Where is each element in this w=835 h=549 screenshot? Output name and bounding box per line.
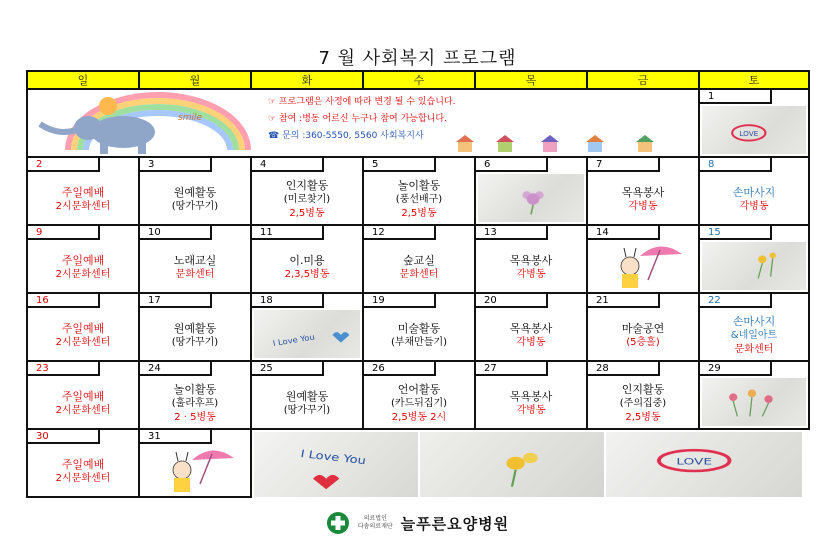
iloveyou-text: I Love You [271, 331, 316, 348]
day-cell-15 [699, 225, 809, 293]
event-title: 주일예배 [61, 254, 105, 267]
event-location: 2,5병동 [401, 208, 437, 219]
photo-strip [251, 429, 809, 497]
event-detail: 2시문화센터 [55, 201, 111, 212]
day-cell-25 [251, 361, 363, 429]
day-cell-14 [587, 225, 699, 293]
event-title: 원예활동 [285, 390, 329, 403]
event-title: 마술공연 [621, 322, 665, 335]
day-cell-21 [587, 293, 699, 361]
notice-contact: ☎ 문의 :360-5550, 5560 사회복지사 [268, 131, 424, 141]
photo-love-tshirt [606, 432, 802, 497]
event-location: 2,5병동 [289, 208, 325, 219]
event-location: 각병동 [516, 269, 546, 280]
day-number: 23 [28, 362, 100, 376]
hospital-name: 늘푸른요양병원 [400, 514, 510, 533]
day-cell-18 [251, 293, 363, 361]
event-title: 주일예배 [61, 458, 105, 471]
day-cell-1 [699, 89, 809, 157]
iloveyou-text: I Love You [299, 447, 367, 467]
day-cell-27 [475, 361, 587, 429]
photo-flower-fabric [702, 242, 806, 290]
day-cell-30 [27, 429, 139, 497]
elephant-rainbow-illustration [28, 90, 258, 156]
day-cell-10 [139, 225, 251, 293]
hospital-footer [0, 511, 835, 535]
day-number: 19 [364, 294, 436, 308]
day-cell-24 [139, 361, 251, 429]
event-title: 놀이활동 [173, 383, 217, 396]
day-number: 16 [28, 294, 100, 308]
day-number: 7 [588, 158, 660, 172]
event-location: (5층홀) [626, 337, 660, 348]
day-number: 31 [140, 430, 212, 444]
calendar-table [26, 70, 810, 498]
event-location: 문화센터 [175, 269, 215, 280]
event-location: 각병동 [516, 337, 546, 348]
event-detail: (주의집중) [619, 398, 667, 409]
page-title: 7 월 사회복지 프로그램 [318, 48, 517, 69]
event-title: 놀이활동 [397, 179, 441, 192]
weekday-sat: 토 [699, 71, 809, 89]
day-cell-5 [363, 157, 475, 225]
day-cell-8 [699, 157, 809, 225]
event-location: 각병동 [739, 201, 769, 212]
event-title: 손마사지 [732, 186, 776, 199]
day-cell-29 [699, 361, 809, 429]
hospital-logo-icon [326, 511, 350, 535]
event-detail: (땅가꾸기) [283, 405, 331, 416]
event-detail: (카드뒤집기) [390, 398, 448, 409]
day-number: 17 [140, 294, 212, 308]
event-title: 주일예배 [61, 390, 105, 403]
girl-umbrella-illustration [142, 444, 250, 496]
event-title: 이.미용 [289, 254, 325, 267]
event-detail: 2시문화센터 [55, 473, 111, 484]
day-number: 4 [252, 158, 324, 172]
notice-line-2: ☞ 참여 :병동 어르신 누구나 참여 가능합니다. [268, 114, 447, 124]
notice-banner [27, 89, 699, 157]
event-detail: (땅가꾸기) [171, 337, 219, 348]
day-number: 14 [588, 226, 660, 240]
girl-umbrella-illustration [590, 240, 698, 292]
day-number: 26 [364, 362, 436, 376]
org-line-2: 다솜의료재단 [357, 523, 393, 530]
weekday-wed: 수 [363, 71, 475, 89]
event-title: 미술활동 [397, 322, 441, 335]
event-title: 원예활동 [173, 322, 217, 335]
day-number: 20 [476, 294, 548, 308]
event-location: 문화센터 [734, 344, 774, 355]
event-detail: (훌라후프) [171, 398, 219, 409]
day-number: 8 [700, 158, 772, 172]
day-cell-4 [251, 157, 363, 225]
day-number: 25 [252, 362, 324, 376]
photo-iloveyou-tshirt [254, 432, 418, 497]
weekday-thu: 목 [475, 71, 587, 89]
day-cell-11 [251, 225, 363, 293]
day-cell-20 [475, 293, 587, 361]
event-location: 2,3,5병동 [284, 269, 330, 280]
event-title: 노래교실 [173, 254, 217, 267]
event-detail: (부채만들기) [390, 337, 448, 348]
houses-illustration [448, 134, 688, 154]
event-title: 목욕봉사 [621, 186, 665, 199]
day-number: 13 [476, 226, 548, 240]
event-title: 목욕봉사 [509, 322, 553, 335]
event-title: 원예활동 [173, 186, 217, 199]
love-text: LOVE [739, 130, 759, 138]
event-detail: (풍선배구) [395, 194, 443, 205]
event-detail: 2시문화센터 [55, 269, 111, 280]
weekday-tue: 화 [251, 71, 363, 89]
day-number: 6 [476, 158, 548, 172]
day-cell-3 [139, 157, 251, 225]
event-title: 인지활동 [621, 383, 665, 396]
event-location: 문화센터 [399, 269, 439, 280]
day-cell-26 [363, 361, 475, 429]
photo-iloveyou-fabric [254, 310, 360, 358]
weekday-mon: 월 [139, 71, 251, 89]
photo-flower-tshirt [420, 432, 604, 497]
day-cell-13 [475, 225, 587, 293]
day-cell-31 [139, 429, 251, 497]
day-cell-9 [27, 225, 139, 293]
day-cell-22 [699, 293, 809, 361]
day-number: 5 [364, 158, 436, 172]
weekday-fri: 금 [587, 71, 699, 89]
photo-love-tshirt [702, 106, 806, 154]
weekday-header-row [27, 71, 809, 89]
love-text: LOVE [676, 455, 713, 467]
event-location: 2,5병동 2시 [391, 412, 447, 423]
day-number: 1 [700, 90, 772, 104]
event-title: 목욕봉사 [509, 390, 553, 403]
event-title: 주일예배 [61, 186, 105, 199]
day-number: 12 [364, 226, 436, 240]
event-detail: 2시문화센터 [55, 405, 111, 416]
event-title: 목욕봉사 [509, 254, 553, 267]
day-cell-28 [587, 361, 699, 429]
day-number: 28 [588, 362, 660, 376]
day-number: 29 [700, 362, 772, 376]
day-cell-16 [27, 293, 139, 361]
event-detail: (미로찾기) [283, 194, 331, 205]
event-title: 인지활동 [285, 179, 329, 192]
event-detail: (땅가꾸기) [171, 201, 219, 212]
day-number: 21 [588, 294, 660, 308]
photo-flower-fabric [478, 174, 584, 222]
event-location: 2 · 5병동 [174, 412, 216, 423]
day-number: 24 [140, 362, 212, 376]
smile-text: smile [178, 113, 202, 123]
day-cell-7 [587, 157, 699, 225]
photo-flower-fabric [702, 378, 806, 426]
event-title: 숲교실 [403, 254, 435, 267]
day-cell-17 [139, 293, 251, 361]
day-number: 10 [140, 226, 212, 240]
day-cell-6 [475, 157, 587, 225]
day-cell-2 [27, 157, 139, 225]
day-cell-19 [363, 293, 475, 361]
day-number: 9 [28, 226, 100, 240]
notice-line-1: ☞ 프로그램은 사정에 따라 변경 될 수 있습니다. [268, 97, 456, 107]
event-title: 주일예배 [61, 322, 105, 335]
day-number: 15 [700, 226, 772, 240]
day-number: 18 [252, 294, 324, 308]
event-location: 각병동 [628, 201, 658, 212]
day-number: 2 [28, 158, 100, 172]
event-title: 언어활동 [397, 383, 441, 396]
notice-text-block [268, 94, 455, 145]
day-number: 3 [140, 158, 212, 172]
weekday-sun: 일 [27, 71, 139, 89]
day-number: 30 [28, 430, 100, 444]
org-line-1: 의료법인 [363, 515, 387, 522]
event-title-2: &네일아트 [730, 330, 778, 341]
event-location: 2,5병동 [625, 412, 661, 423]
day-number: 22 [700, 294, 772, 308]
day-cell-12 [363, 225, 475, 293]
event-detail: 2시문화센터 [55, 337, 111, 348]
day-number: 27 [476, 362, 548, 376]
event-title: 손마사지 [732, 315, 776, 328]
org-label [358, 515, 393, 531]
day-number: 11 [252, 226, 324, 240]
event-location: 각병동 [516, 405, 546, 416]
day-cell-23 [27, 361, 139, 429]
